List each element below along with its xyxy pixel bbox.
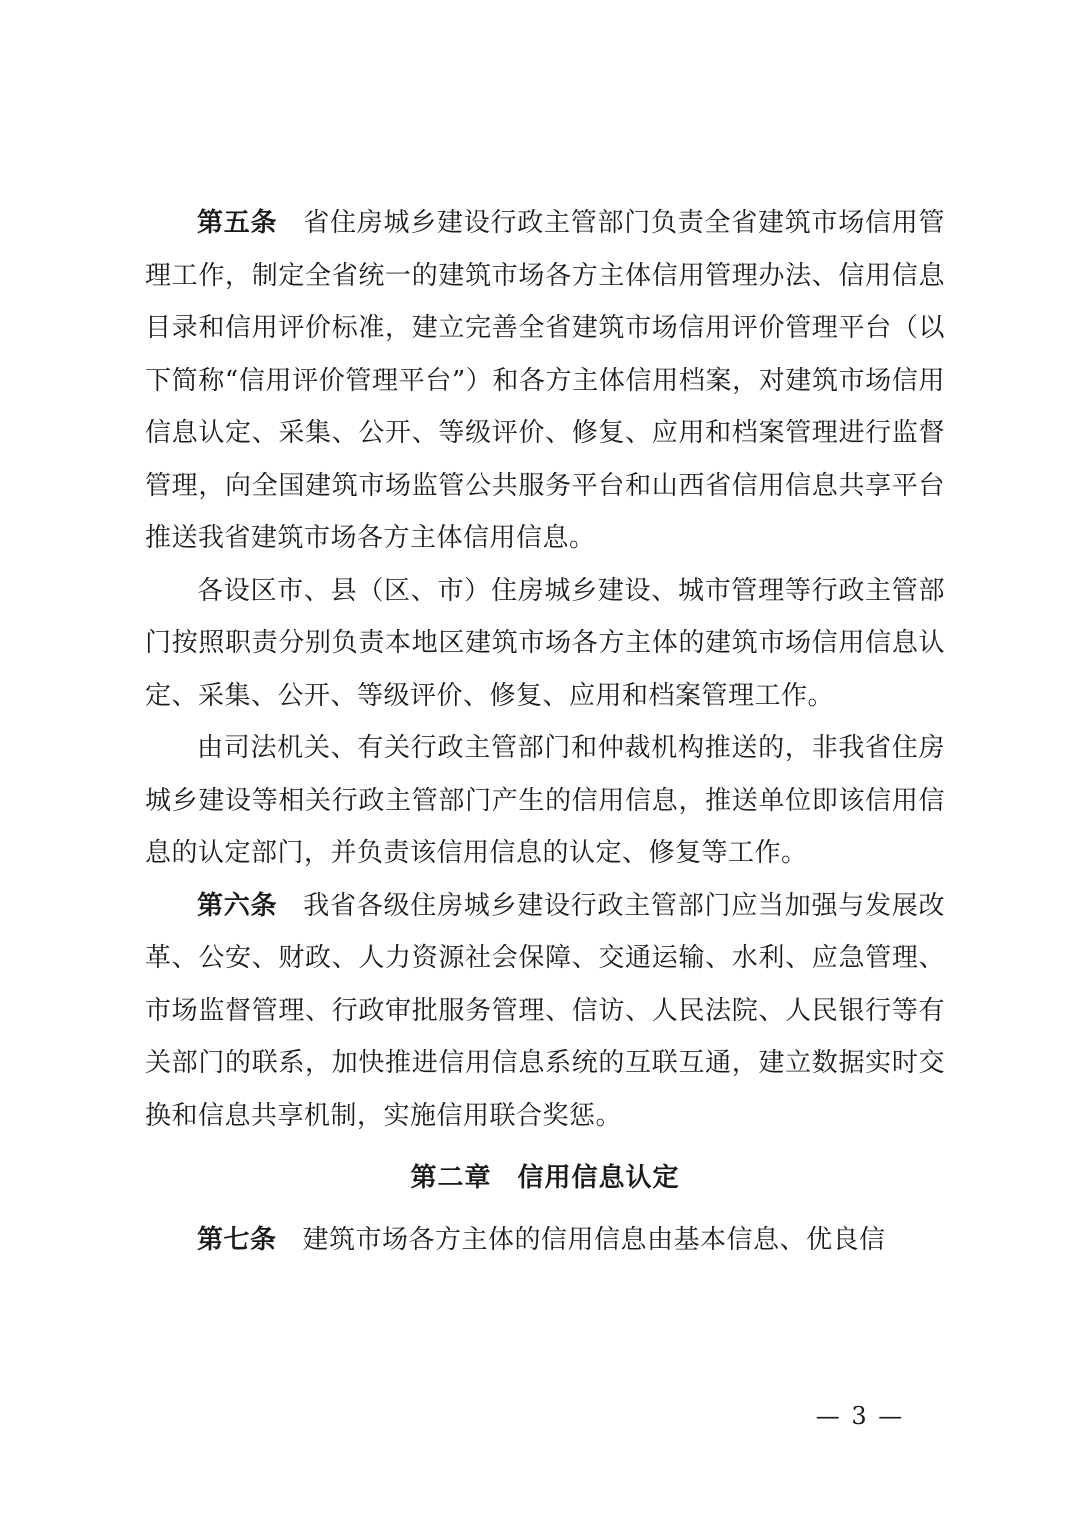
article-5-paragraph-3: [145, 722, 945, 880]
article-7-label: 第七条: [197, 1225, 277, 1255]
chapter-title: 信用信息认定: [517, 1163, 680, 1193]
article-6-text: 我省各级住房城乡建设行政主管部门应当加强与发展改革、公安、财政、人力资源社会保障、交通运输、水利、应急管理、市场监督管理、行政审批服务管理、信访、人民法院、人民银行等有关部门的联系，加快推进信用信息系统的互联互通，建立数据实时交换和信息共享机制，实施信用联合奖惩。: [145, 890, 945, 1131]
article-5-text-2: 各设区市、县（区、市）住房城乡建设、城市管理等行政主管部门按照职责分别负责本地区建筑市场各方主体的建筑市场信用信息认定、采集、公开、等级评价、修复、应用和档案管理工作。: [145, 575, 945, 711]
chapter-number: 第二章: [410, 1163, 492, 1193]
page-body: [145, 197, 945, 1267]
article-5-label: 第五条: [197, 208, 278, 238]
chapter-heading: [145, 1142, 945, 1214]
article-7-text: 建筑市场各方主体的信用信息由基本信息、优良信: [302, 1225, 886, 1255]
page-number: — 3 —: [815, 1402, 905, 1430]
article-5-paragraph: [145, 197, 945, 565]
article-6-label: 第六条: [197, 890, 278, 921]
article-7-paragraph: [145, 1214, 945, 1267]
article-5-text-3: 由司法机关、有关行政主管部门和仲裁机构推送的，非我省住房城乡建设等相关行政主管部门产生的信用信息，推送单位即该信用信息的认定部门，并负责该信用信息的认定、修复等工作。: [145, 733, 945, 868]
article-5-text: 省住房城乡建设行政主管部门负责全省建筑市场信用管理工作，制定全省统一的建筑市场各方主体信用管理办法、信用信息目录和信用评价标准，建立完善全省建筑市场信用评价管理平台（以下简称“信用评价管理平台”）和各方主体信用档案，对建筑市场信用信息认定、采集、公开、等级评价、修复、应用和档案管理进行监督管理，向全国建筑市场监管公共服务平台和山西省信用信息共享平台推送我省建筑市场各方主体信用信息。: [145, 208, 945, 553]
article-6-paragraph: [145, 880, 945, 1143]
article-5-paragraph-2: [145, 565, 945, 723]
